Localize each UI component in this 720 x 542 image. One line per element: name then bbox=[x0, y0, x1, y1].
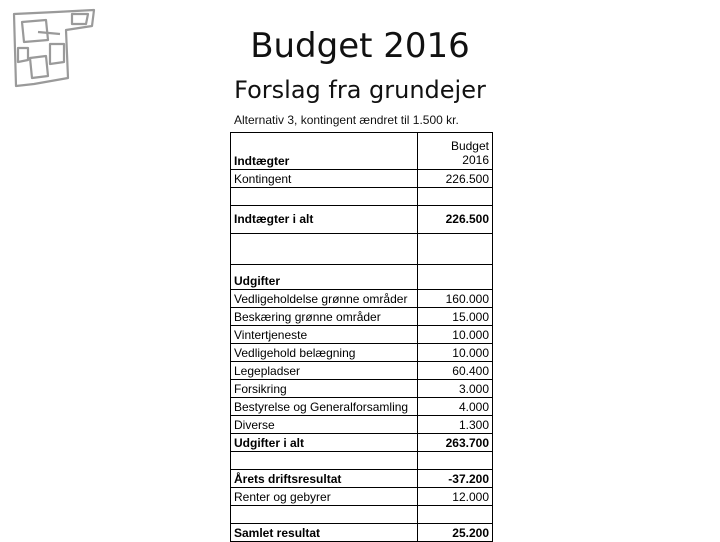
column-header-line2: 2016 bbox=[462, 153, 489, 167]
budget-table bbox=[230, 132, 493, 542]
table-row bbox=[231, 362, 493, 380]
row-value: 15.000 bbox=[418, 308, 493, 326]
row-label: Kontingent bbox=[231, 170, 418, 188]
row-label: Legepladser bbox=[231, 362, 418, 380]
income-total-label: Indtægter i alt bbox=[231, 206, 418, 234]
row-value: 226.500 bbox=[418, 170, 493, 188]
income-total-value: 226.500 bbox=[418, 206, 493, 234]
row-label: Vedligeholdelse grønne områder bbox=[231, 290, 418, 308]
row-label: Bestyrelse og Generalforsamling bbox=[231, 398, 418, 416]
row-value: 10.000 bbox=[418, 326, 493, 344]
row-value: 1.300 bbox=[418, 416, 493, 434]
result-label: Årets driftsresultat bbox=[231, 470, 418, 488]
section-income-label: Indtægter bbox=[231, 133, 418, 170]
section-expenses-label: Udgifter bbox=[231, 265, 418, 290]
final-result-value: 25.200 bbox=[418, 524, 493, 542]
page-title: Budget 2016 bbox=[250, 26, 470, 66]
blank-row bbox=[231, 506, 493, 524]
interest-row bbox=[231, 488, 493, 506]
blank-row bbox=[231, 452, 493, 470]
interest-value: 12.000 bbox=[418, 488, 493, 506]
row-label: Forsikring bbox=[231, 380, 418, 398]
row-label: Vedligehold belægning bbox=[231, 344, 418, 362]
row-value: 10.000 bbox=[418, 344, 493, 362]
page-subtitle: Forslag fra grundejer bbox=[234, 76, 486, 104]
row-value: 4.000 bbox=[418, 398, 493, 416]
result-value: -37.200 bbox=[418, 470, 493, 488]
column-header-line1: Budget bbox=[450, 139, 489, 153]
expense-total-label: Udgifter i alt bbox=[231, 434, 418, 452]
table-row bbox=[231, 344, 493, 362]
table-header-row bbox=[231, 133, 493, 170]
result-row bbox=[231, 470, 493, 488]
row-label: Vintertjeneste bbox=[231, 326, 418, 344]
table-caption: Alternativ 3, kontingent ændret til 1.500 kr. bbox=[234, 113, 459, 127]
final-result-row bbox=[231, 524, 493, 542]
income-total-row bbox=[231, 206, 493, 234]
blank-row bbox=[231, 188, 493, 206]
expense-total-row bbox=[231, 434, 493, 452]
interest-label: Renter og gebyrer bbox=[231, 488, 418, 506]
row-value: 3.000 bbox=[418, 380, 493, 398]
expense-total-value: 263.700 bbox=[418, 434, 493, 452]
final-result-label: Samlet resultat bbox=[231, 524, 418, 542]
row-label: Beskæring grønne områder bbox=[231, 308, 418, 326]
table-row bbox=[231, 290, 493, 308]
table-row bbox=[231, 326, 493, 344]
table-row bbox=[231, 380, 493, 398]
expenses-section-row bbox=[231, 265, 493, 290]
blank-row bbox=[231, 234, 493, 265]
table-row bbox=[231, 416, 493, 434]
table-row bbox=[231, 398, 493, 416]
row-value: 160.000 bbox=[418, 290, 493, 308]
column-header bbox=[418, 133, 493, 170]
table-row bbox=[231, 308, 493, 326]
row-value: 60.400 bbox=[418, 362, 493, 380]
table-row bbox=[231, 170, 493, 188]
row-label: Diverse bbox=[231, 416, 418, 434]
